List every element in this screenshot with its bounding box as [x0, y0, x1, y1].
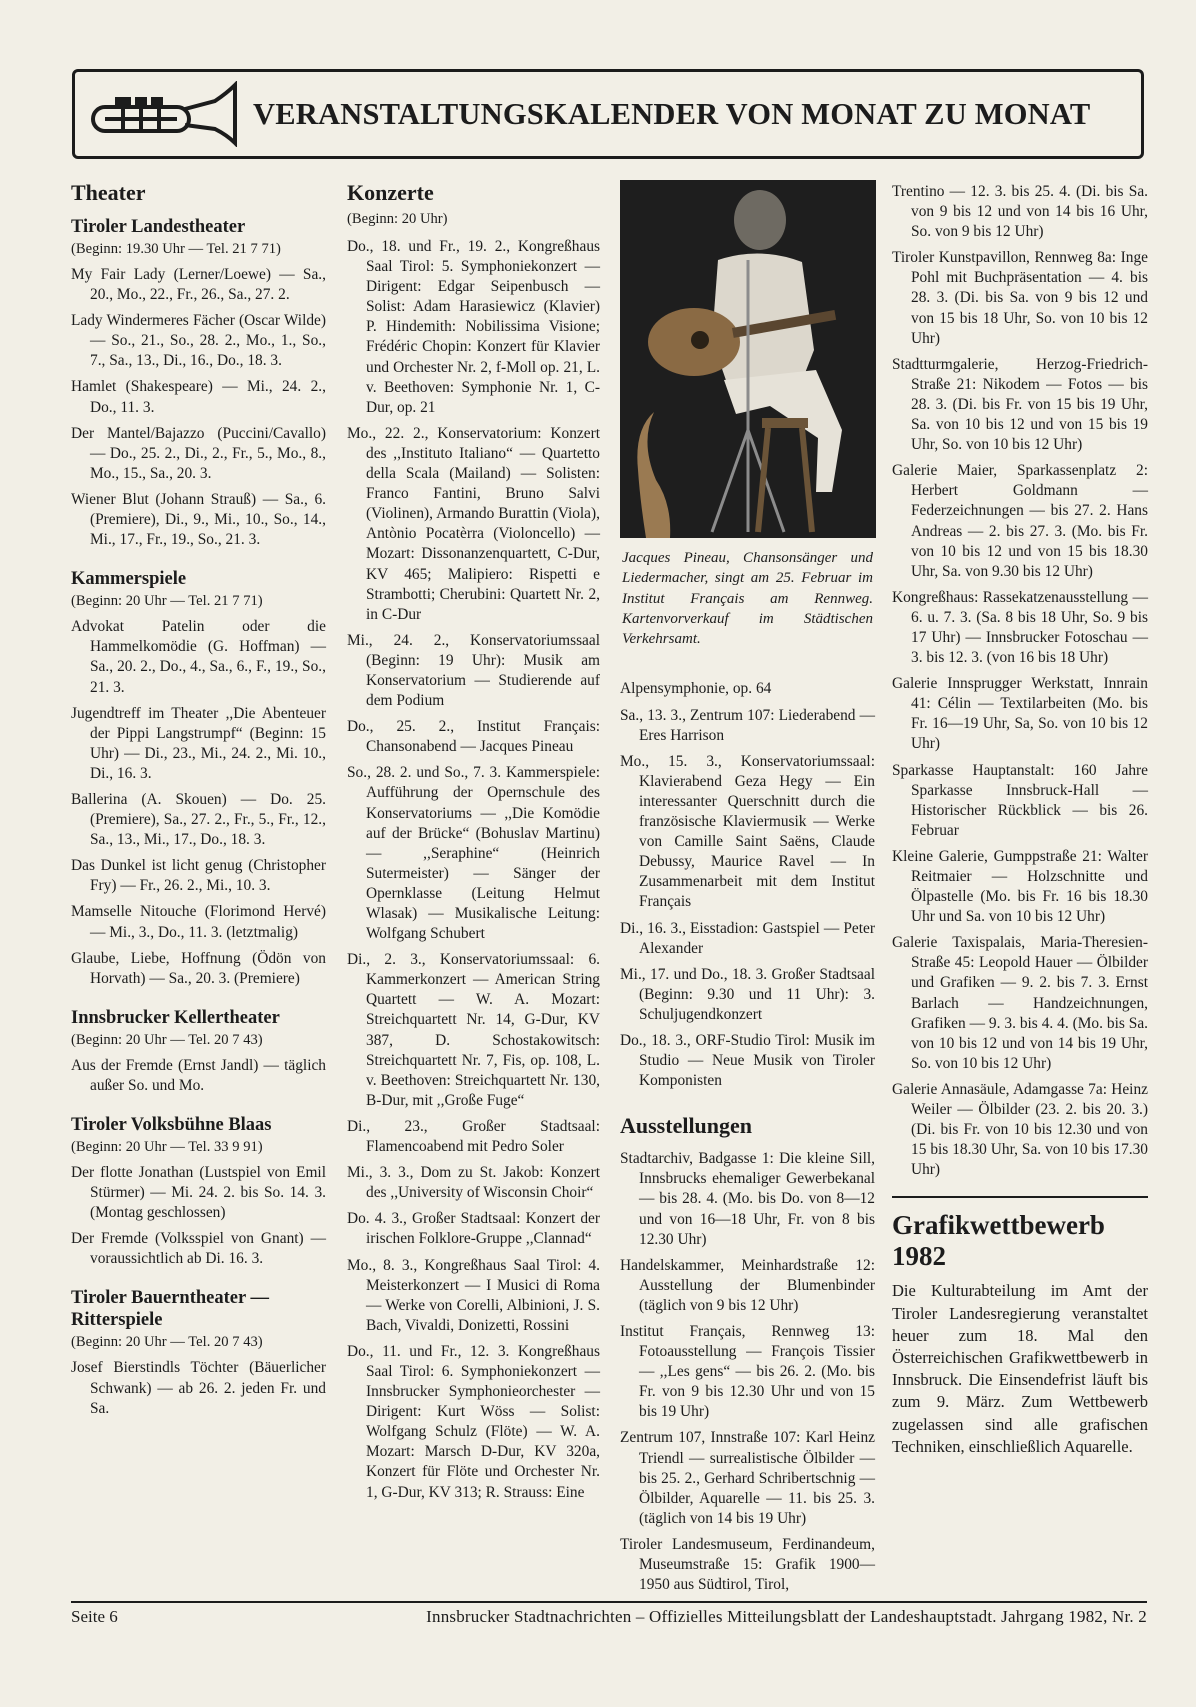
- event-entry: Der Fremde (Volksspiel von Gnant) — voraussichtlich ab Di. 16. 3.: [71, 1230, 326, 1268]
- event-entry: Do. 4. 3., Großer Stadtsaal: Konzert der irischen Folklore-Gruppe ,,Clannad“: [347, 1210, 600, 1248]
- grafik-text: Die Kulturabteilung im Amt der Tiroler Landesregierung veranstaltet heuer zum 18. Mal den Österreichischen Grafikwettbewerb in Innsbruck. Die Einsendefrist läuft bis zum 9. März. Zum Wettbewerb zugelassen sind alle grafischen Techniken, einschließlich Aquarelle.: [892, 1281, 1148, 1456]
- venue-title: Tiroler Bauerntheater — Ritterspiele: [71, 1288, 269, 1331]
- event-entry: Do., 11. und Fr., 12. 3. Kongreßhaus Saal Tirol: 6. Symphoniekonzert — Innsbrucker Symphonieorchester — Dirigent: Kurt Wöss — Solist: Wolfgang Schulz (Flöte) — W. A. Mozart: Marsch D-Dur, KV 320a, Konzert für Flöte und Orchester Nr. 1, G-Dur, KV 313; R. Strauss: Eine: [347, 1342, 600, 1501]
- event-entry: Do., 18. und Fr., 19. 2., Kongreßhaus Saal Tirol: 5. Symphoniekonzert — Dirigent: Edgar Seipenbusch — Solist: Adam Harasiewicz (Klavier) P. Hindemith: Nobilissima Visione; Frédéric Chopin: Konzert für Klavier und Orchester Nr. 2, f-Moll op. 21, L. v. Beethoven: Symphonie Nr. 1, C-Dur, op. 21: [347, 238, 600, 416]
- exhibition-entry: Sparkasse Hauptanstalt: 160 Jahre Sparkasse Innsbruck-Hall —Historischer Rückblick — bis 26. Februar: [892, 761, 1148, 839]
- calendar-banner: [72, 69, 1144, 159]
- konzerte-info: (Beginn: 20 Uhr): [347, 211, 448, 227]
- venue-info: (Beginn: 19.30 Uhr — Tel. 21 7 71): [71, 241, 281, 257]
- exhibition-entry: Stadtarchiv, Badgasse 1: Die kleine Sill, Innsbrucks ehemaliger Gewerbekanal — bis 28. 4. (Mo. bis Do. von 8—12 und von 16—18 Uhr, Fr. von 8 bis 12.30 Uhr): [620, 1150, 875, 1248]
- exhibition-entry: Institut Français, Rennweg 13: Fotoausstellung — François Tissier — ,,Les gens“ — bis 26. 2. (Mo. bis Fr. von 9 bis 12.30 Uhr und von 15 bis 19 Uhr): [620, 1323, 875, 1421]
- event-entry: Das Dunkel ist licht genug (Christopher Fry) — Fr., 26. 2., Mi., 10. 3.: [71, 857, 326, 895]
- exhibition-entry: Kleine Galerie, Gumppstraße 21: Walter Reitmaier — Holzschnitte und Ölpastelle (Mo. bis Fr. 16 bis 18.30 Uhr und Sa. von 10 bis 12 Uhr): [892, 847, 1148, 926]
- exhibition-entry: Zentrum 107, Innstraße 107: Karl Heinz Triendl — surrealistische Ölbilder — bis 25. 2., Gerhard Schribertschnig — Ölbilder, Aquarelle — 11. bis 25. 3. (täglich von 14 bis 19 Uhr): [620, 1429, 875, 1527]
- event-entry: Mo., 15. 3., Konservatoriumssaal: Klavierabend Geza Hegy — Ein interessanter Querschnitt durch die französische Klaviermusik — Werke von Camille Saint Saëns, Claude Debussy, Maurice Ravel — In Zusammenarbeit mit dem Institut Français: [620, 752, 875, 911]
- venue-title: Tiroler Landestheater: [71, 217, 246, 237]
- section-heading-theater: Theater: [71, 180, 146, 205]
- event-entry: Mi., 24. 2., Konservatoriumssaal (Beginn: 19 Uhr): Musik am Konservatorium — Studierende auf dem Podium: [347, 631, 600, 710]
- event-entry: Mamselle Nitouche (Florimond Hervé) — Mi., 3., Do., 11. 3. (letztmalig): [71, 903, 326, 941]
- exhibitions-column: [892, 182, 1148, 1458]
- event-entry: Do., 25. 2., Institut Français: Chansonabend — Jacques Pineau: [347, 718, 600, 756]
- exhibition-entry: Stadtturmgalerie, Herzog-Friedrich-Straße 21: Nikodem — Fotos — bis 28. 3. (Di. bis Fr. von 15 bis 19 Uhr, Sa. von 10 bis 12 und von 15 bis 19 Uhr, So. von 10 bis 12 Uhr): [892, 355, 1148, 454]
- event-entry: Lady Windermeres Fächer (Oscar Wilde) — So., 21., So., 28. 2., Mo., 1., So., 7., Sa., 13., Di., 16., Do., 18. 3.: [71, 312, 326, 370]
- exhibition-entry: Galerie Maier, Sparkassenplatz 2: Herbert Goldmann — Federzeichnungen — bis 27. 2. Hans Andreas — 2. bis 27. 3. (Mo. bis Fr. von 10 bis 12 und von 15 bis 18.30 Uhr, Sa. von 9.30 bis 12 Uhr): [892, 462, 1148, 580]
- singer-photo: [620, 180, 876, 538]
- exhibition-entry: Galerie Innsprugger Werkstatt, Innrain 41: Célin — Textilarbeiten (Mo. bis Fr. 16—19 Uhr, Sa, So. von 10 bis 12 Uhr): [892, 675, 1148, 753]
- event-entry: Di., 23., Großer Stadtsaal: Flamencoabend mit Pedro Soler: [347, 1117, 600, 1156]
- venue-info: (Beginn: 20 Uhr — Tel. 33 9 91): [71, 1139, 263, 1155]
- venue-info: (Beginn: 20 Uhr — Tel. 21 7 71): [71, 593, 263, 610]
- event-entry: Jugendtreff im Theater ,,Die Abenteuer der Pippi Langstrumpf“ (Beginn: 15 Uhr) — Di., 23., Mi., 24. 2., Mi. 10., Di., 16. 3.: [71, 704, 326, 782]
- event-entry: Mi., 17. und Do., 18. 3. Großer Stadtsaal (Beginn: 9.30 und 11 Uhr): 3. Schuljugendkonzert: [620, 965, 875, 1023]
- event-entry: My Fair Lady (Lerner/Loewe) — Sa., 20., Mo., 22., Fr., 26., Sa., 27. 2.: [71, 266, 326, 304]
- exhibition-entry: Galerie Taxispalais, Maria-Theresien-Straße 45: Leopold Hauer — Ölbilder und Grafiken — 9. 2. bis 7. 3. Ernst Barlach — Handzeichnungen, Grafiken — 9. 3. bis 4. 4. (Mo. bis Sa. von 10 bis 12 und von 14 bis 19 Uhr, So. von 10 bis 12 Uhr): [892, 934, 1148, 1072]
- event-entry: Der Mantel/Bajazzo (Puccini/Cavallo) — Do., 25. 2., Di., 2., Fr., 5., Mo., 8., Mo., 15., Sa., 20. 3.: [71, 424, 326, 482]
- footer-rule: [71, 1601, 1147, 1603]
- event-entry: Hamlet (Shakespeare) — Mi., 24. 2., Do., 11. 3.: [71, 378, 326, 416]
- event-entry: Alpensymphonie, op. 64: [620, 680, 772, 698]
- section-divider: [892, 1196, 1148, 1198]
- event-entry: Josef Bierstindls Töchter (Bäuerlicher Schwank) — ab 26. 2. jeden Fr. und Sa.: [71, 1359, 326, 1417]
- event-entry: Advokat Patelin oder die Hammelkomödie (G. Hoffman) — Sa., 20. 2., Do., 4., Sa., 6., F., 19., So., 21. 3.: [71, 618, 326, 696]
- banner-title: VERANSTALTUNGSKALENDER VON MONAT ZU MONAT: [253, 96, 1091, 131]
- exhibition-entry: Trentino — 12. 3. bis 25. 4. (Di. bis Sa. von 9 bis 12 und von 14 bis 16 Uhr, So. von 9 bis 12 Uhr): [892, 183, 1148, 241]
- event-entry: Mo., 8. 3., Kongreßhaus Saal Tirol: 4. Meisterkonzert — I Musici di Roma — Werke von Corelli, Albinioni, J. S. Bach, Vivaldi, Donizetti, Rossini: [347, 1256, 600, 1334]
- event-entry: Di., 16. 3., Eisstadion: Gastspiel — Peter Alexander: [620, 919, 875, 957]
- event-entry: Sa., 13. 3., Zentrum 107: Liederabend — Eres Harrison: [620, 706, 875, 744]
- venue-title: Innsbrucker Kellertheater: [71, 1007, 280, 1028]
- venue-title: Kammerspiele: [71, 569, 187, 590]
- event-entry: Do., 18. 3., ORF-Studio Tirol: Musik im Studio — Neue Musik von Tiroler Komponisten: [620, 1031, 875, 1090]
- event-entry: Di., 2. 3., Konservatoriumssaal: 6. Kammerkonzert — American String Quartett — W. A. Mozart: Streichquartett Nr. 14, G-Dur, KV 387, D. Schostakowitsch: Streichquartett Nr. 7, Fis, op. 108, L. v. Beethoven: Streichquartett Nr. 130, B-Dur, mit ,,Große Fuge“: [347, 951, 600, 1109]
- exhibition-entry: Handelskammer, Meinhardstraße 12: Ausstellung der Blumenbinder (täglich von 9 bis 12 Uhr): [620, 1256, 875, 1314]
- event-entry: Ballerina (A. Skouen) — Do. 25. (Premiere), Sa., 27. 2., Fr., 5., Fr., 12., Sa., 13., Mi., 17., Do., 18. 3.: [71, 790, 326, 849]
- section-heading-ausstellungen: Ausstellungen: [620, 1113, 753, 1139]
- event-entry: Der flotte Jonathan (Lustspiel von Emil Stürmer) — Mi. 24. 2. bis So. 14. 3. (Montag geschlossen): [71, 1164, 326, 1222]
- event-entry: Wiener Blut (Johann Strauß) — Sa., 6. (Premiere), Di., 9., Mi., 10., So., 14., Mi., 17., Fr., 19., So., 21. 3.: [71, 490, 326, 549]
- guitarist-silhouette: [620, 180, 876, 538]
- exhibition-entry: Kongreßhaus: Rassekatzenausstellung — 6. u. 7. 3. (Sa. 8 bis 18 Uhr, So. 9 bis 17 Uhr) — Innsbrucker Fotoschau — 3. bis 12. 3. (von 16 bis 18 Uhr): [892, 588, 1148, 667]
- exhibition-entry: Galerie Annasäule, Adamgasse 7a: Heinz Weiler — Ölbilder (23. 2. bis 20. 3.) (Di. bis Fr. von 10 bis 12.30 und von 15 bis 18.30 Uhr, Sa. von 10 bis 17.30 Uhr): [892, 1080, 1148, 1179]
- konzerte-column: [347, 180, 600, 1509]
- venue-info: (Beginn: 20 Uhr — Tel. 20 7 43): [71, 1031, 263, 1048]
- event-entry: Aus der Fremde (Ernst Jandl) — täglich außer So. und Mo.: [71, 1056, 326, 1094]
- publication-info: Innsbrucker Stadtnachrichten – Offizielles Mitteilungsblatt der Landeshauptstadt. Jahrgang 1982, Nr. 2: [426, 1607, 1147, 1626]
- exhibition-entry: Tiroler Landesmuseum, Ferdinandeum, Museumstraße 15: Grafik 1900—1950 aus Südtirol, Tirol,: [620, 1535, 875, 1594]
- photo-caption: Jacques Pineau, Chansonsänger und Liedermacher, singt am 25. Februar im Institut Français am Rennweg. Kartenvorverkauf im Städtischen Verkehrsamt.: [622, 550, 873, 648]
- venue-title: Tiroler Volksbühne Blaas: [71, 1115, 272, 1135]
- page-number: Seite 6: [71, 1607, 118, 1626]
- venue-info: (Beginn: 20 Uhr — Tel. 20 7 43): [71, 1334, 263, 1351]
- trumpet-icon: [85, 81, 245, 147]
- event-entry: So., 28. 2. und So., 7. 3. Kammerspiele: Aufführung der Opernschule des Konservatoriums — ,,Die Komödie auf der Brücke“ (Bohuslav Martinu) — ,,Seraphine“ (Heinrich Sutermeister) — Sänger der Opernklasse (Leitung Helmut Wlasak) — Musikalische Leitung: Wolfgang Schubert: [347, 764, 600, 943]
- exhibition-entry: Tiroler Kunstpavillon, Rennweg 8a: Inge Pohl mit Buchpräsentation — 4. bis 28. 3. (Di. bis Sa. von 9 bis 12 und von 15 bis 18 Uhr, So. von 10 bis 12 Uhr): [892, 249, 1148, 347]
- event-entry: Glaube, Liebe, Hoffnung (Ödön von Horvath) — Sa., 20. 3. (Premiere): [71, 949, 326, 987]
- event-entry: Mo., 22. 2., Konservatorium: Konzert des ,,Instituto Italiano“ — Quartetto della Scala (Mailand) — Solisten: Franco Fantini, Bruno Salvi (Violinen), Armando Burattin (Viola), Antònio Pocatèrra (Violoncello) — Mozart: Dissonanzenquartett, C-Dur, KV 465; Malipiero: Rispetti e Strambotti; Cherubini: Quartett Nr. 2, in C-Dur: [347, 424, 600, 623]
- grafik-title: Grafikwettbewerb 1982: [892, 1210, 1105, 1272]
- theater-column: [71, 180, 326, 1425]
- event-entry: Mi., 3. 3., Dom zu St. Jakob: Konzert des ,,University of Wisconsin Choir“: [347, 1164, 600, 1202]
- section-heading-konzerte: Konzerte: [347, 180, 434, 205]
- photo-column: [620, 180, 875, 1601]
